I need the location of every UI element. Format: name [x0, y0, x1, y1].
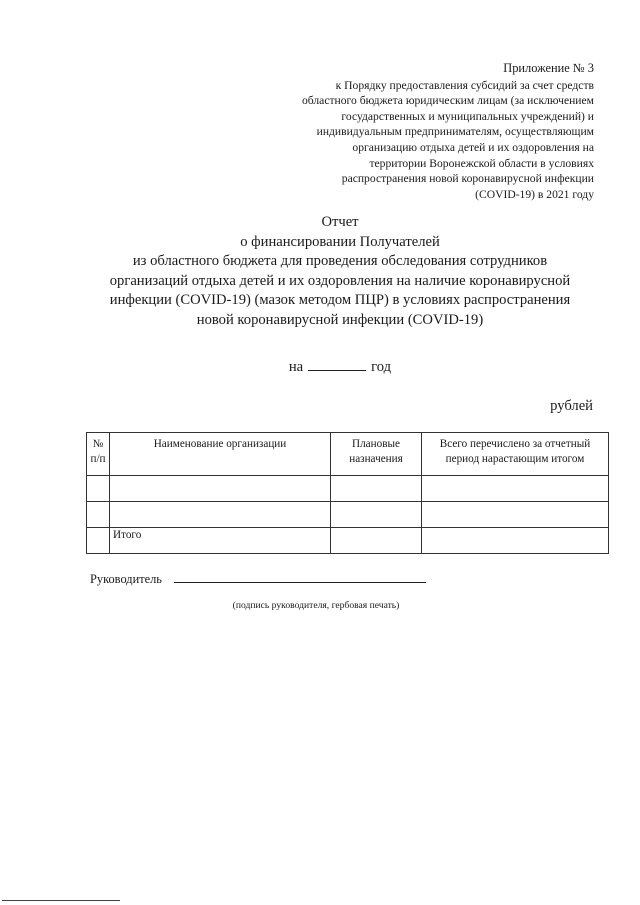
table-row: [87, 502, 609, 528]
year-blank-field[interactable]: [308, 357, 366, 371]
header-planned: Плановые назначения: [331, 433, 422, 476]
period-prefix: на: [288, 359, 304, 375]
table-cell[interactable]: [87, 502, 110, 528]
appendix-line: к Порядку предоставления субсидий за счет средств: [335, 78, 594, 92]
table-cell[interactable]: [87, 476, 110, 502]
appendix-line: индивидуальным предпринимателям, осуществляющим: [316, 125, 594, 139]
report-title-line: из областного бюджета для проведения обследования сотрудников: [132, 253, 548, 270]
table-header-row: [87, 433, 609, 476]
table-cell[interactable]: [87, 528, 110, 554]
header-name: Наименование организации: [110, 433, 331, 476]
table-cell[interactable]: [331, 528, 422, 554]
header-num: № п/п: [87, 433, 110, 476]
period-suffix: год: [371, 359, 392, 375]
table-cell[interactable]: [422, 528, 609, 554]
signature-label: Руководитель: [90, 572, 162, 586]
report-title-line: Отчет: [321, 214, 359, 230]
appendix-title: Приложение № 3: [503, 61, 594, 75]
report-title-line: организаций отдыха детей и их оздоровления на наличие коронавирусной: [109, 272, 571, 289]
table-cell[interactable]: [331, 476, 422, 502]
appendix-line: государственных и муниципальных учреждений) и: [341, 109, 594, 123]
total-label: Итого: [110, 528, 331, 554]
appendix-line: организацию отдыха детей и их оздоровления на: [352, 140, 594, 154]
report-title-line: инфекции (COVID-19) (мазок методом ПЦР) в условиях распространения: [109, 292, 571, 309]
signature-caption: (подпись руководителя, гербовая печать): [232, 600, 400, 611]
period-line: [60, 357, 620, 377]
appendix-header: [234, 61, 594, 202]
table-row: [87, 476, 609, 502]
report-table: [86, 432, 609, 554]
appendix-line: (COVID-19) в 2021 году: [475, 187, 594, 201]
table-total-row: [87, 528, 609, 554]
report-title-line: новой коронавирусной инфекции (COVID-19): [196, 311, 484, 328]
bottom-divider: [2, 900, 120, 901]
appendix-line: распространения новой коронавирусной инфекции: [341, 172, 594, 186]
appendix-line: территории Воронежской области в условиях: [369, 156, 594, 170]
table-cell[interactable]: [110, 502, 331, 528]
table-cell[interactable]: [422, 476, 609, 502]
signature-line: [90, 571, 426, 587]
signature-blank-field[interactable]: [174, 571, 426, 583]
report-title: [60, 213, 620, 331]
appendix-line: областного бюджета юридическим лицам (за исключением: [301, 94, 594, 108]
currency-label: рублей: [550, 398, 593, 414]
header-total: Всего перечислено за отчетный период нарастающим итогом: [422, 433, 609, 476]
table-cell[interactable]: [422, 502, 609, 528]
report-title-line: о финансировании Получателей: [240, 233, 440, 250]
table-cell[interactable]: [110, 476, 331, 502]
table-cell[interactable]: [331, 502, 422, 528]
